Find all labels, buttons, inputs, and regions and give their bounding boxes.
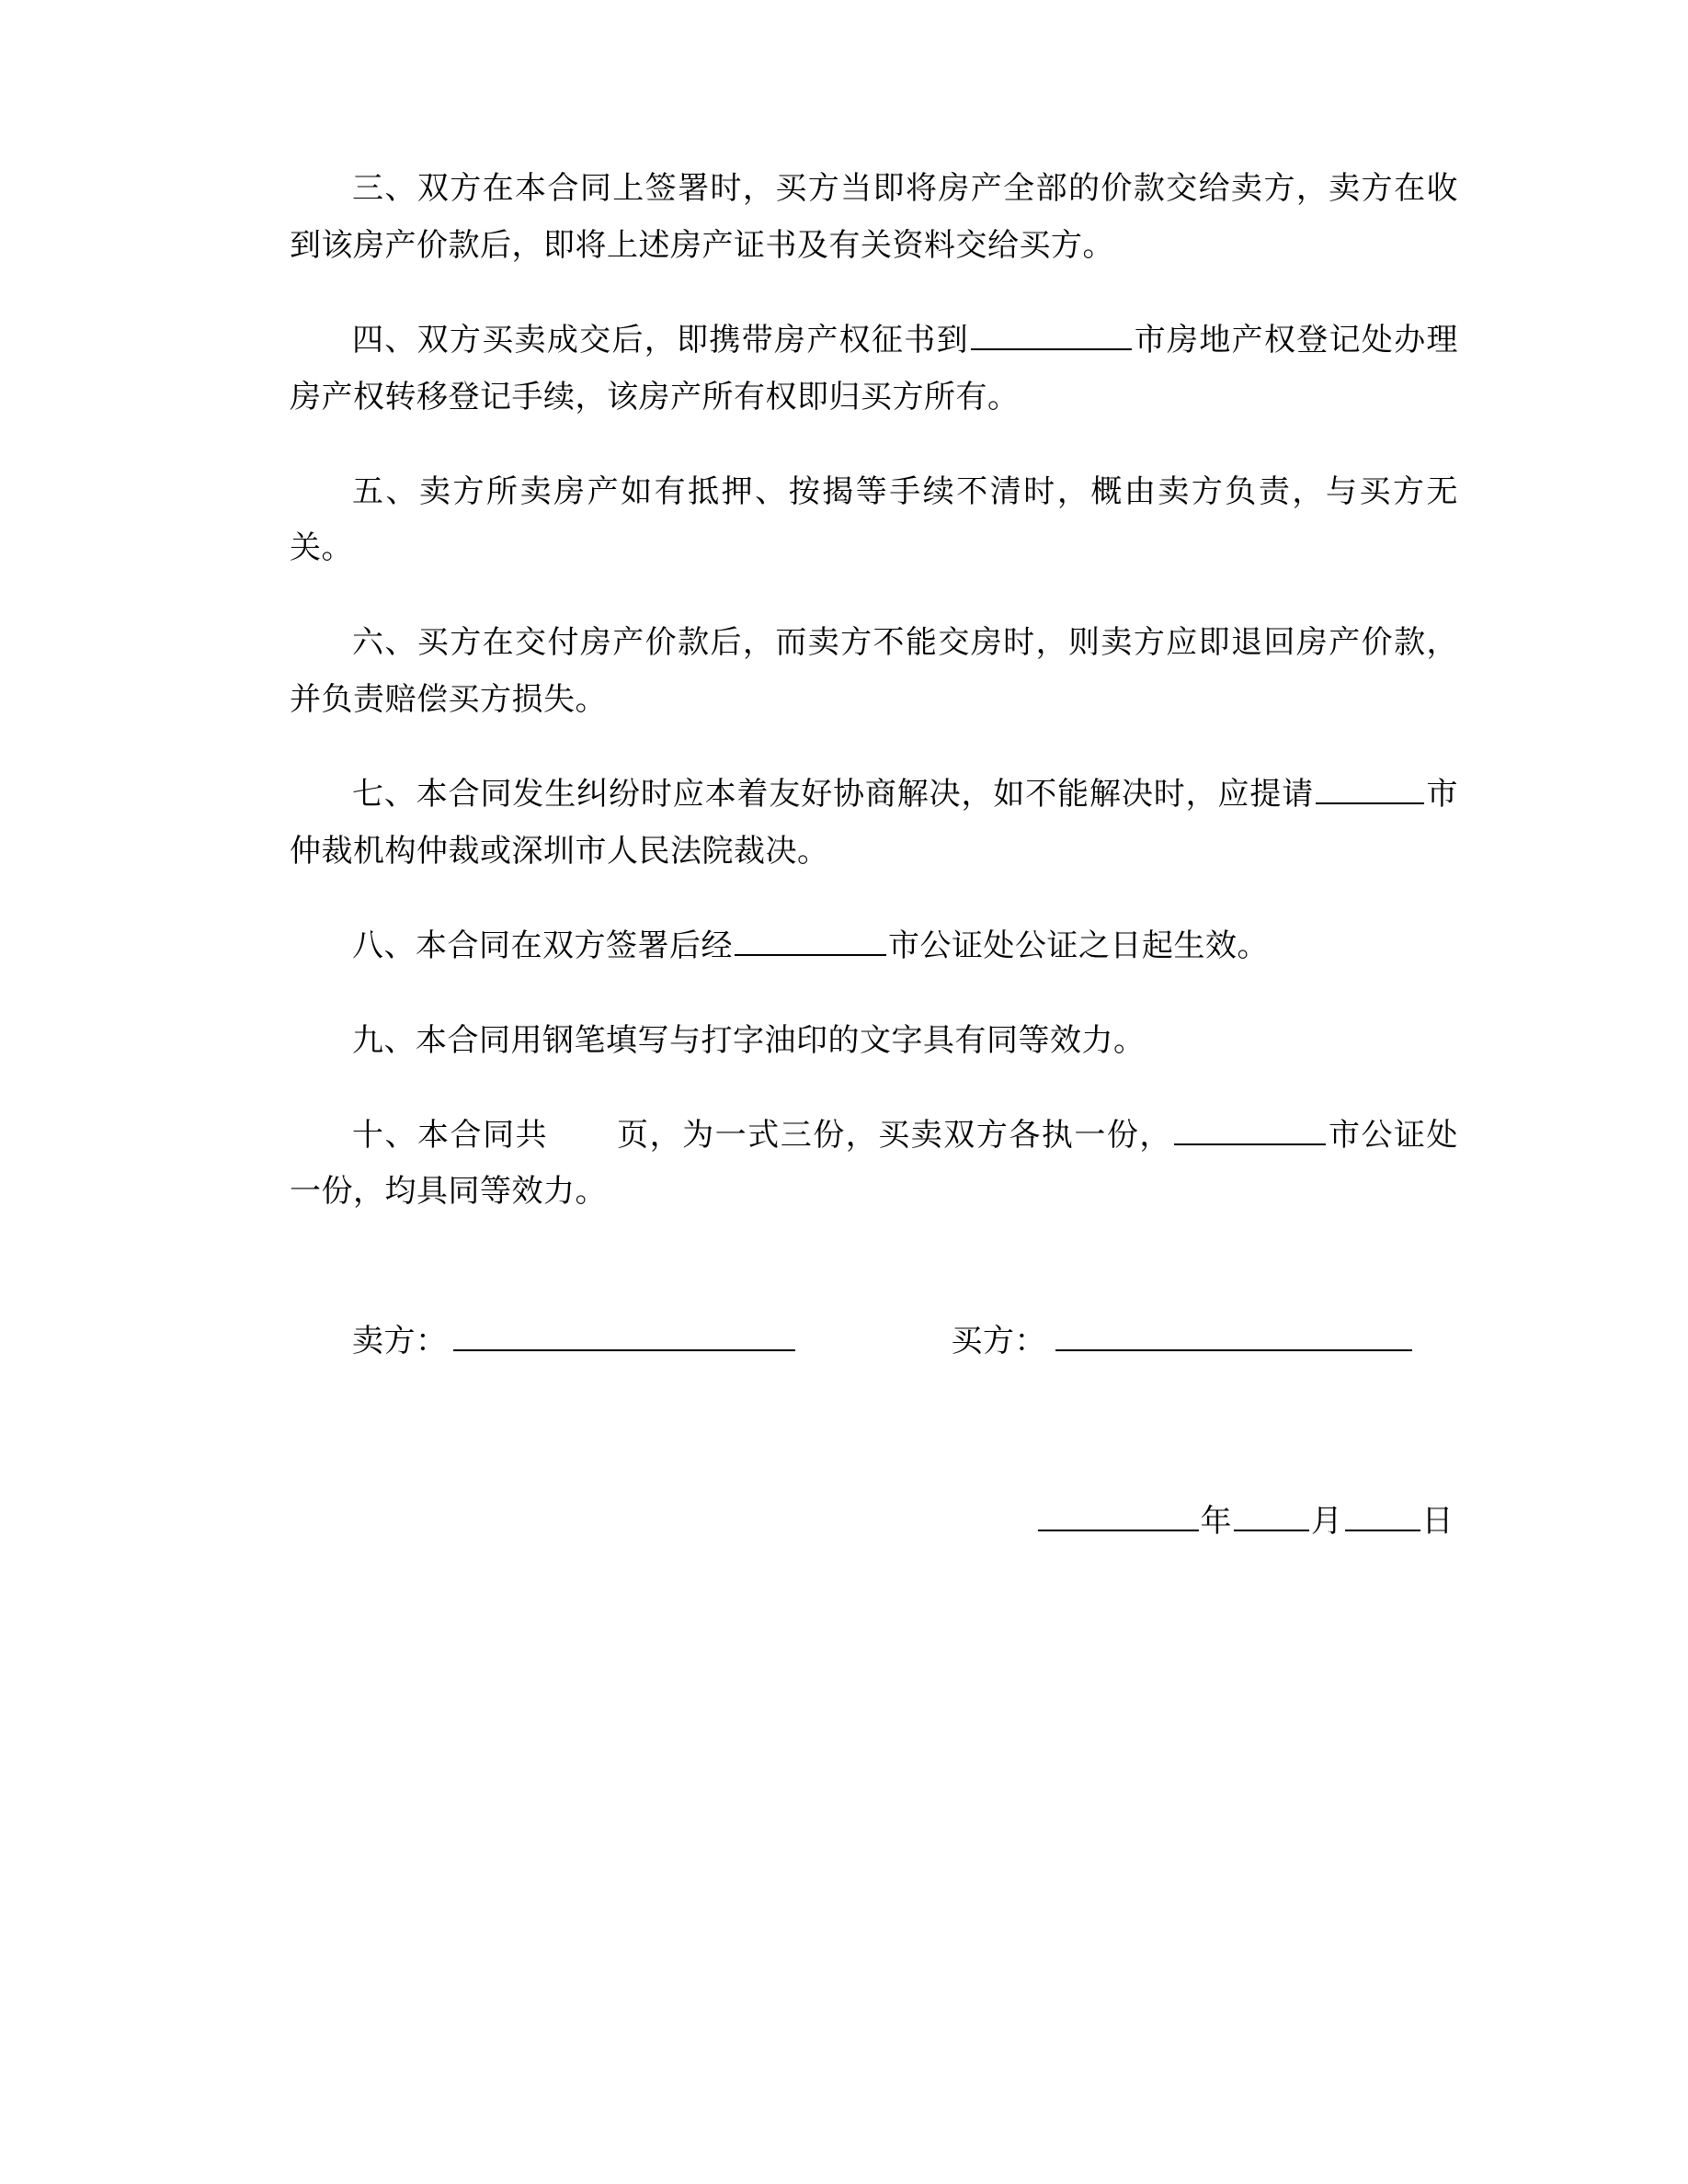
clause-paragraph-4 — [290, 313, 1458, 427]
date-day-blank[interactable] — [1345, 1497, 1420, 1532]
clause-paragraph-9 — [290, 1013, 1458, 1070]
fill-in-blank-registry-city[interactable] — [971, 315, 1132, 350]
seller-signature-field — [352, 1315, 795, 1360]
date-year-label: 年 — [1200, 1503, 1232, 1541]
seller-label: 卖方： — [352, 1323, 448, 1360]
seller-signature-line[interactable] — [453, 1317, 795, 1352]
clause-text: 市仲裁机构仲裁或深圳市人民法院裁决。 — [290, 776, 1459, 870]
contract-body — [290, 161, 1458, 1221]
clause-text: 十、本合同共 — [352, 1116, 549, 1154]
date-month-blank[interactable] — [1234, 1497, 1309, 1532]
clause-paragraph-10 — [290, 1108, 1458, 1222]
clause-paragraph-7 — [290, 767, 1458, 881]
clause-paragraph-3 — [290, 161, 1458, 275]
clause-paragraph-6 — [290, 615, 1458, 729]
date-row — [290, 1496, 1458, 1541]
clause-text: 页，为一式三份，买卖双方各执一份， — [616, 1116, 1172, 1154]
clause-text: 四、双方买卖成交后，即携带房产权征书到 — [352, 321, 969, 358]
buyer-signature-field — [952, 1315, 1413, 1360]
clause-text: 八、本合同在双方签署后经 — [352, 927, 733, 964]
clause-text: 市公证处一份，均具同等效力。 — [290, 1116, 1459, 1211]
fill-in-blank-arbitration-city[interactable] — [1316, 769, 1424, 804]
clause-paragraph-5 — [290, 464, 1458, 578]
clause-text: 市房地产权登记处办理房产权转移登记手续，该房产所有权即归买方所有。 — [290, 321, 1459, 415]
date-day-label: 日 — [1421, 1503, 1454, 1541]
clause-text: 九、本合同用钢笔填写与打字油印的文字具有同等效力。 — [352, 1021, 1146, 1059]
fill-in-blank-notary-city[interactable] — [735, 921, 886, 956]
clause-text: 三、双方在本合同上签署时，买方当即将房产全部的价款交给卖方，卖方在收到该房产价款后，即将上述房产证书及有关资料交给买方。 — [290, 170, 1458, 264]
buyer-signature-line[interactable] — [1055, 1317, 1412, 1352]
date-year-blank[interactable] — [1038, 1497, 1199, 1532]
fill-in-blank-page-count[interactable] — [550, 1112, 614, 1145]
date-month-label: 月 — [1311, 1503, 1343, 1541]
signature-row — [290, 1315, 1458, 1360]
fill-in-blank-notary-office[interactable] — [1174, 1110, 1326, 1145]
buyer-label: 买方： — [951, 1323, 1046, 1360]
clause-text: 五、卖方所卖房产如有抵押、按揭等手续不清时，概由卖方负责，与买方无关。 — [290, 472, 1458, 567]
clause-text: 市公证处公证之日起生效。 — [888, 927, 1269, 964]
clause-paragraph-8 — [290, 918, 1458, 975]
clause-text: 七、本合同发生纠纷时应本着友好协商解决，如不能解决时，应提请 — [352, 776, 1315, 813]
clause-text: 六、买方在交付房产价款后，而卖方不能交房时，则卖方应即退回房产价款，并负责赔偿买方损失。 — [290, 624, 1458, 719]
